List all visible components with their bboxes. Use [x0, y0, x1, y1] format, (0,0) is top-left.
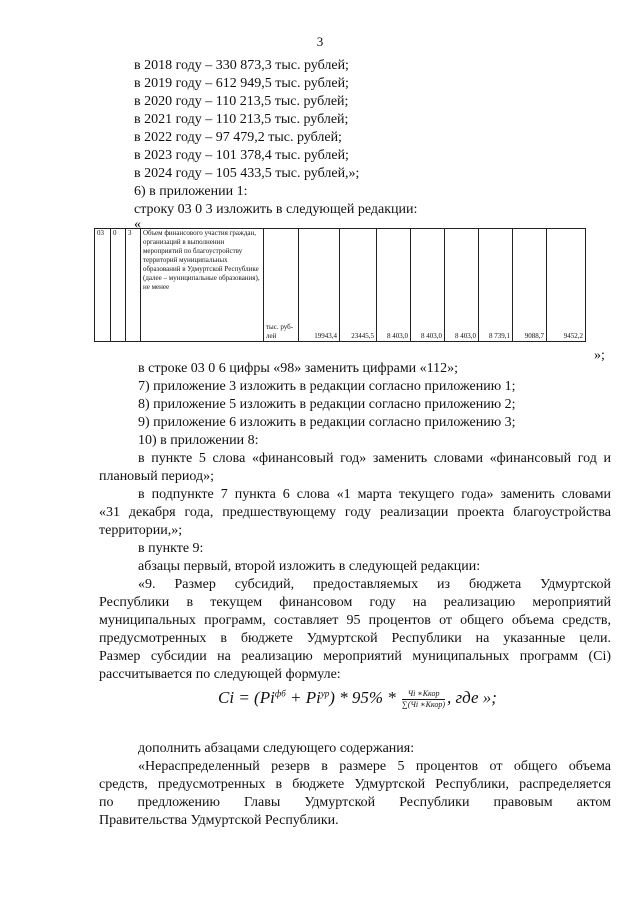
page-number: 3	[316, 34, 324, 49]
formula-sup-fb: фб	[274, 688, 286, 699]
p9-text-5: Размер субсидии на реализацию мероприятий муниципальных программ (Ci)	[99, 649, 611, 664]
p9-text-1: «9. Размер субсидий, предоставляемых из бюджета Удмуртской	[138, 577, 611, 592]
funding-2024: в 2024 году – 105 433,5 тыс. рублей,»;	[134, 166, 360, 181]
row-instruction: строку 03 0 3 изложить в следующей редакции:	[134, 202, 418, 217]
formula-denominator: ∑(Чi ∗Ккор)	[402, 699, 445, 709]
p6-line-3: территории,»;	[99, 523, 183, 538]
line-03-0-6: в строке 03 0 6 цифры «98» заменить цифрами «112»;	[138, 361, 459, 376]
p5-line-2: плановый период»;	[99, 469, 215, 484]
unit-cell: тыс. руб- лей	[264, 229, 299, 342]
add-text-3: по предложению Главы Удмуртской Республики правовым актом	[99, 795, 611, 810]
indicator-table-row	[94, 228, 586, 342]
formula-ci: Ci	[218, 688, 235, 707]
value-cell: 8 403,0	[411, 229, 445, 342]
p6-line-2: «31 декабря года, предшествующему году реализации проекта благоустройства	[99, 505, 611, 520]
p9-text-2: Республики в текущем финансовом году на реализацию мероприятий	[99, 595, 611, 610]
p9-text-6: рассчитывается по следующей формуле:	[99, 667, 341, 682]
funding-2021: в 2021 году – 110 213,5 тыс. рублей;	[134, 112, 349, 127]
code-cell-3: 3	[126, 229, 141, 342]
description-cell: Объем финансового участия граждан, организаций в выполнении мероприятий по благоустройству территорий муниципальных образований в Удмуртской Республике (далее – муниципальные образования), не менее	[141, 229, 264, 342]
code-cell-2: 0	[111, 229, 126, 342]
item-8: 8) приложение 5 изложить в редакции согласно приложению 2;	[138, 397, 516, 412]
code-cell-1: 03	[95, 229, 111, 342]
value-cell: 19943,4	[299, 229, 340, 342]
p6-line-1: в подпункте 7 пункта 6 слова «1 марта текущего года» заменить словами	[138, 487, 611, 502]
add-last: Правительства Удмуртской Республики.	[99, 813, 339, 828]
value-cell: 9452,2	[547, 229, 586, 342]
item-9: 9) приложение 6 изложить в редакции согласно приложению 3;	[138, 415, 516, 430]
p9-abz: абзацы первый, второй изложить в следующей редакции:	[138, 559, 481, 574]
formula-fraction	[402, 689, 445, 710]
item-6: 6) в приложении 1:	[134, 184, 248, 199]
close-quote: »;	[594, 348, 605, 363]
formula-pi-ur: Pi	[305, 688, 321, 707]
p9-text-3: муниципальных программ, составляет 95 процентов от общего объема средств,	[99, 613, 611, 628]
subsidy-formula	[218, 688, 497, 710]
value-cell: 8 403,0	[377, 229, 411, 342]
value-cell: 23445,5	[340, 229, 377, 342]
funding-2022: в 2022 году – 97 479,2 тыс. рублей;	[134, 130, 342, 145]
item-10: 10) в приложении 8:	[138, 433, 259, 448]
value-cell: 8 739,1	[479, 229, 513, 342]
formula-tail: , где »;	[447, 688, 497, 707]
p9-intro: в пункте 9:	[138, 541, 204, 556]
funding-2019: в 2019 году – 612 949,5 тыс. рублей;	[134, 76, 349, 91]
funding-2023: в 2023 году – 101 378,4 тыс. рублей;	[134, 148, 349, 163]
add-text-2: средств, предусмотренных в бюджете Удмуртской Республики, распределяется	[99, 777, 611, 792]
formula-rest: ) * 95% *	[329, 688, 401, 707]
funding-2018: в 2018 году – 330 873,3 тыс. рублей;	[134, 58, 349, 73]
value-cell: 9088,7	[513, 229, 547, 342]
formula-plus: +	[285, 688, 306, 707]
add-intro: дополнить абзацами следующего содержания:	[138, 741, 415, 756]
formula-numerator: Чi ∗Ккор	[402, 689, 445, 700]
item-7: 7) приложение 3 изложить в редакции согласно приложению 1;	[138, 379, 516, 394]
formula-eq: = (	[234, 688, 260, 707]
funding-2020: в 2020 году – 110 213,5 тыс. рублей;	[134, 94, 349, 109]
add-text-1: «Нераспределенный резерв в размере 5 процентов от общего объема	[138, 759, 611, 774]
open-quote: «	[134, 217, 141, 232]
table-row	[95, 229, 586, 342]
formula-pi-fb: Pi	[259, 688, 275, 707]
value-cell: 8 403,0	[445, 229, 479, 342]
formula-sup-ur: ур	[320, 688, 330, 699]
p9-text-4: предусмотренных в бюджете Удмуртской Республики на указанные цели.	[99, 631, 611, 646]
p5-line-1: в пункте 5 слова «финансовый год» заменить словами «финансовый год и	[138, 451, 611, 466]
